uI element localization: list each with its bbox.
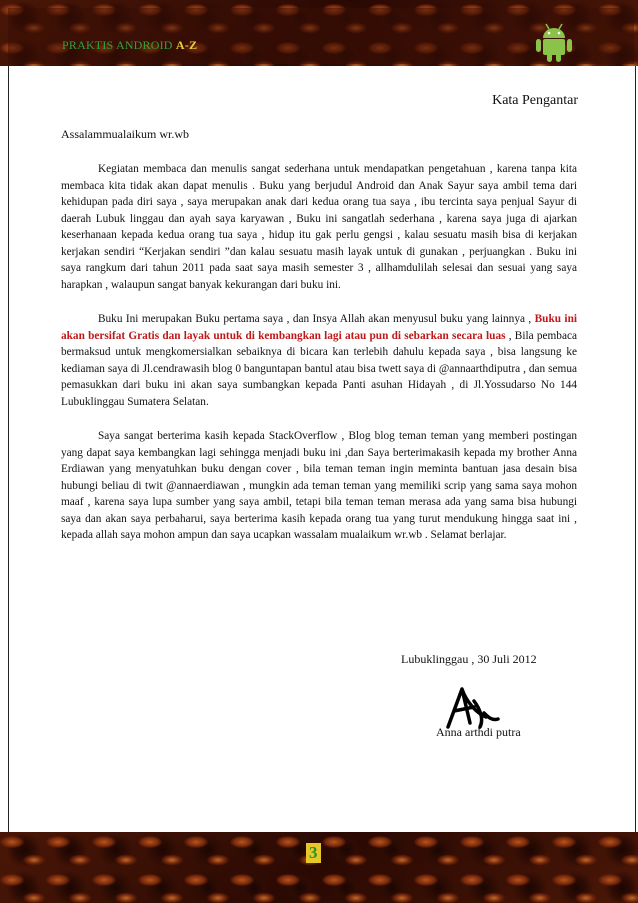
paragraph-3-text: Saya sangat berterima kasih kepada StackOverflow , Blog blog teman teman yang memberi postingan yang dapat saya kembangkan lagi sehingga menjadi buku ini ,dan Saya berterimakasih kepada my brother Anna Erdiawan yang menyatuhkan buku dengan cover , bila teman teman ingin meminta bantuan jasa desain bisa hubungi beliau di twit @annaerdiawan , mungkin ada teman teman yang memiliki scrip yang sama saya mohon maaf , karena saya lupa sumber yang saya ambil, tetapi bila teman teman merasa ada yang sama bisa hubungi saya dan akan saya perbaharui, saya berterima kasih kepada orang tua yang turut mendukung hingga saat ini , kepada allah saya mohon ampun dan saya ucapkan wassalam mualaikum wr.wb . Selamat berlajar. [61,430,577,541]
page-heading: Kata Pengantar [492,93,578,108]
header-title-main: PRAKTIS ANDROID [62,38,173,52]
greeting: Assalammualaikum wr.wb [61,127,189,141]
paragraph-3 [61,428,577,544]
paragraph-1-text: Kegiatan membaca dan menulis sangat sederhana untuk mendapatkan pengetahuan , karena tanpa kita membaca kita tidak akan dapat menulis . Buku yang berjudul Android dan Anak Sayur saya ambil tema dari kehidupan pada diri saya , saya merupakan anak dari kedua orang tua saya , ibu tercinta saya penjual Sayur di daerah Lubuk linggau dan ayah saya karyawan , Buku ini sangatlah sederhana , karena saya juga di ajarkan keserhanaan kepada kedua orang tua saya , hidup itu gak perlu gengsi , kalau sesuatu masih bisa di kerjakan kerjakan sendiri “Kerjakan sendiri ”dan kalau sesuatu masih layak untuk di gunakan , perjuangkan . Buku ini saya rangkum dari tahun 2011 pada saat saya masih semester 3 , allhamdulilah selesai dan sesuai yang saya harapkan , walaupun sangat banyak kekurangan dari buku ini. [61,163,577,291]
paragraph-2-end: , Bila pembaca bermaksud untuk mengkomersialkan sebaiknya di bicara kan terlebih dahulu kepada saya , bisa langsung ke kediaman saya di Jl.cendrawasih blog 0 banguntapan bantul atau bisa twett saya di @annaarthdiputra , dan semua pemasukkan dari buku ini akan saya sumbangkan kepada Panti asuhan Hidayah , di Jl.Yossudarso No 144 Lubuklinggau Sumatera Selatan. [61,329,577,408]
header-title-suffix: A-Z [175,38,198,52]
page-number: 3 [306,843,321,863]
paragraph-2 [61,311,577,410]
paragraph-2-highlight: Buku ini akan bersifat Gratis dan layak untuk di kembangkan lagi atau pun di sebarkan secara luas [61,313,577,342]
signer-name: Anna arthdi putra [436,725,521,739]
android-robot-icon [532,20,576,64]
header-title [62,38,197,53]
paragraph-2-start: Buku Ini merupakan Buku pertama saya , dan Insya Allah akan menyusul buku yang lainnya , [98,313,532,325]
paragraph-1 [61,161,577,293]
place-date: Lubuklinggau , 30 Juli 2012 [401,652,537,666]
